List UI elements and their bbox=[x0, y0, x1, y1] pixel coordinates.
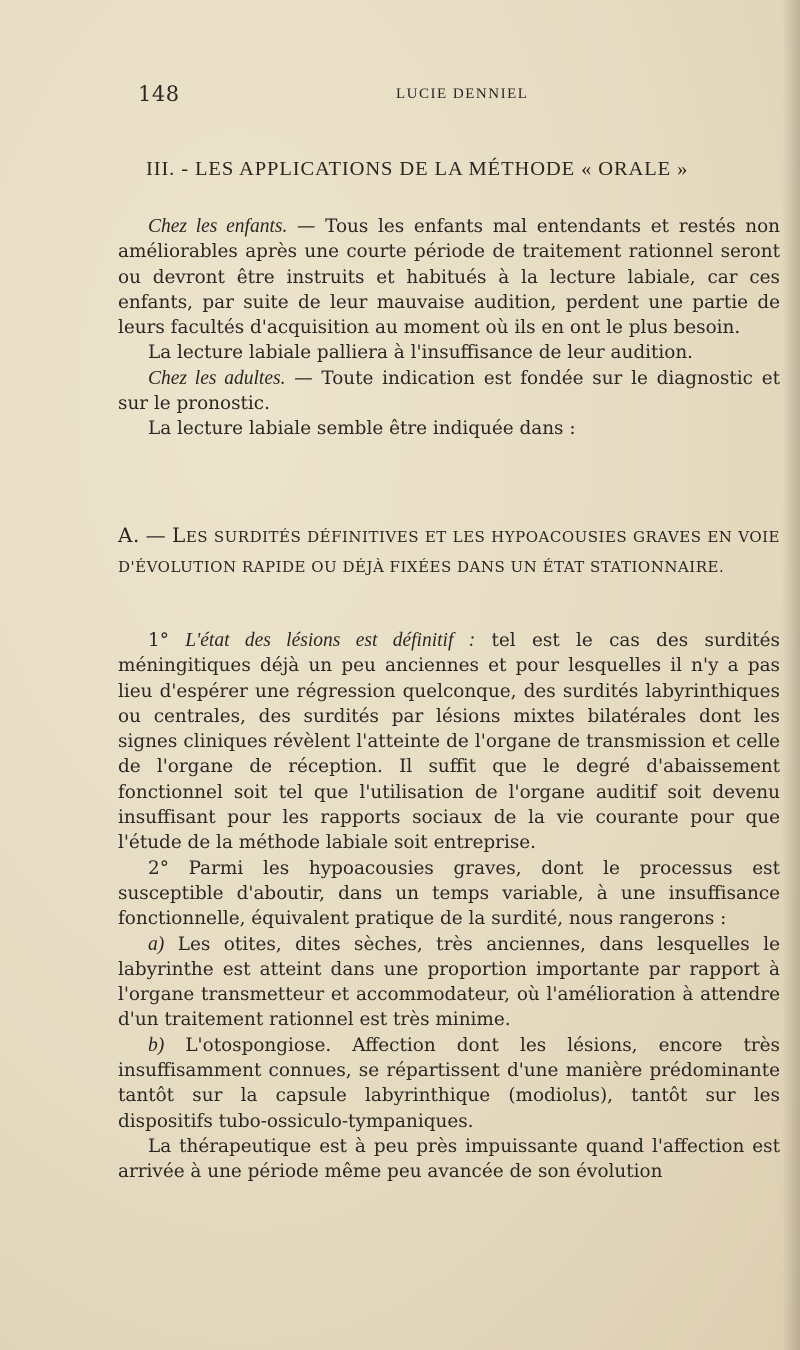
item-b-label: b) bbox=[148, 1034, 165, 1056]
page-header bbox=[0, 82, 800, 112]
paragraph-palliera: La lecture labiale palliera à l'insuffisance de leur audition. bbox=[148, 342, 694, 364]
paragraph-item-b bbox=[118, 1033, 780, 1134]
point-2-text: Parmi les hypoacousies graves, dont le processus est susceptible d'aboutir, dans un temps variable, à une insuffisance fonctionnelle, équivalent pratique de la surdité, nous rangerons : bbox=[118, 857, 780, 930]
paragraph-indiquee: La lecture labiale semble être indiquée dans : bbox=[148, 418, 576, 440]
text-adultes: — Toute indication est fondée sur le diagnostic et sur le pronostic. bbox=[118, 367, 780, 415]
paragraph-enfants bbox=[118, 214, 780, 340]
paragraph-item-a bbox=[118, 932, 780, 1033]
subsection-text: ES SURDITÉS DÉFINITIVES ET LES HYPOACOUSIES GRAVES EN VOIE D'ÉVOLUTION RAPIDE OU DÉJÀ FIXÉES DANS UN ÉTAT STATIONNAIRE. bbox=[118, 528, 780, 576]
main-text-block bbox=[118, 628, 780, 1185]
subsection-initial: L bbox=[172, 523, 186, 547]
page-edge-shadow bbox=[782, 0, 800, 1350]
point-1-label: L'état des lésions est définitif : bbox=[185, 630, 476, 651]
point-1-number: 1° bbox=[148, 630, 169, 651]
point-2-number: 2° bbox=[148, 857, 169, 879]
subsection-letter: A. bbox=[118, 523, 140, 547]
label-enfants: Chez les enfants. bbox=[148, 216, 288, 237]
subsection-heading-a bbox=[118, 520, 780, 582]
page-number: 148 bbox=[138, 82, 180, 106]
text-enfants: — Tous les enfants mal entendants et restés non améliorables après une courte période de traitement rationnel seront ou devront être instruits et habitués à la lecture labiale, car ces enfants, par suite de leur mauvaise audition, perdent une partie de leurs facultés d'acquisition au moment où ils en ont le plus besoin. bbox=[118, 216, 780, 339]
point-1-text: tel est le cas des surdités méningitiques déjà un peu anciennes et pour lesquelles il n'y a pas lieu d'espérer une régression quelconque, des surdités labyrinthiques ou centrales, des surdités par lésions mixtes bilatérales dont les signes cliniques révèlent l'atteinte de l'organe de transmission et celle de l'organe de réception. Il suffit que le degré d'abaissement fonctionnel soit tel que l'utilisation de l'organe auditif soit devenu insuffisant pour les rapports sociaux de la vie courante pour que l'étude de la méthode labiale soit entreprise. bbox=[118, 630, 780, 854]
paragraph-therapeutique: La thérapeutique est à peu près impuissante quand l'affection est arrivée à une période même peu avancée de son évolution bbox=[118, 1135, 780, 1183]
paragraph-point-2 bbox=[118, 856, 780, 932]
paragraph-point-1 bbox=[118, 628, 780, 856]
subsection-dash: — bbox=[145, 523, 167, 547]
paragraph-adultes bbox=[118, 366, 780, 417]
label-adultes: Chez les adultes. bbox=[148, 367, 286, 389]
section-title: III. - LES APPLICATIONS DE LA MÉTHODE « ORALE » bbox=[146, 158, 689, 180]
item-a-label: a) bbox=[148, 933, 165, 955]
item-b-text: L'otospongiose. Affection dont les lésions, encore très insuffisamment connues, se répartissent d'une manière prédominante tantôt sur la capsule labyrinthique (modiolus), tantôt sur les dispositifs tubo-ossiculo-tympaniques. bbox=[118, 1034, 780, 1132]
running-head: LUCIE DENNIEL bbox=[396, 86, 529, 102]
intro-text-block bbox=[118, 214, 780, 442]
item-a-text: Les otites, dites sèches, très anciennes, dans lesquelles le labyrinthe est atteint dans une proportion importante par rapport à l'organe transmetteur et accommodateur, où l'amélioration à attendre d'un traitement rationnel est très minime. bbox=[118, 933, 780, 1031]
